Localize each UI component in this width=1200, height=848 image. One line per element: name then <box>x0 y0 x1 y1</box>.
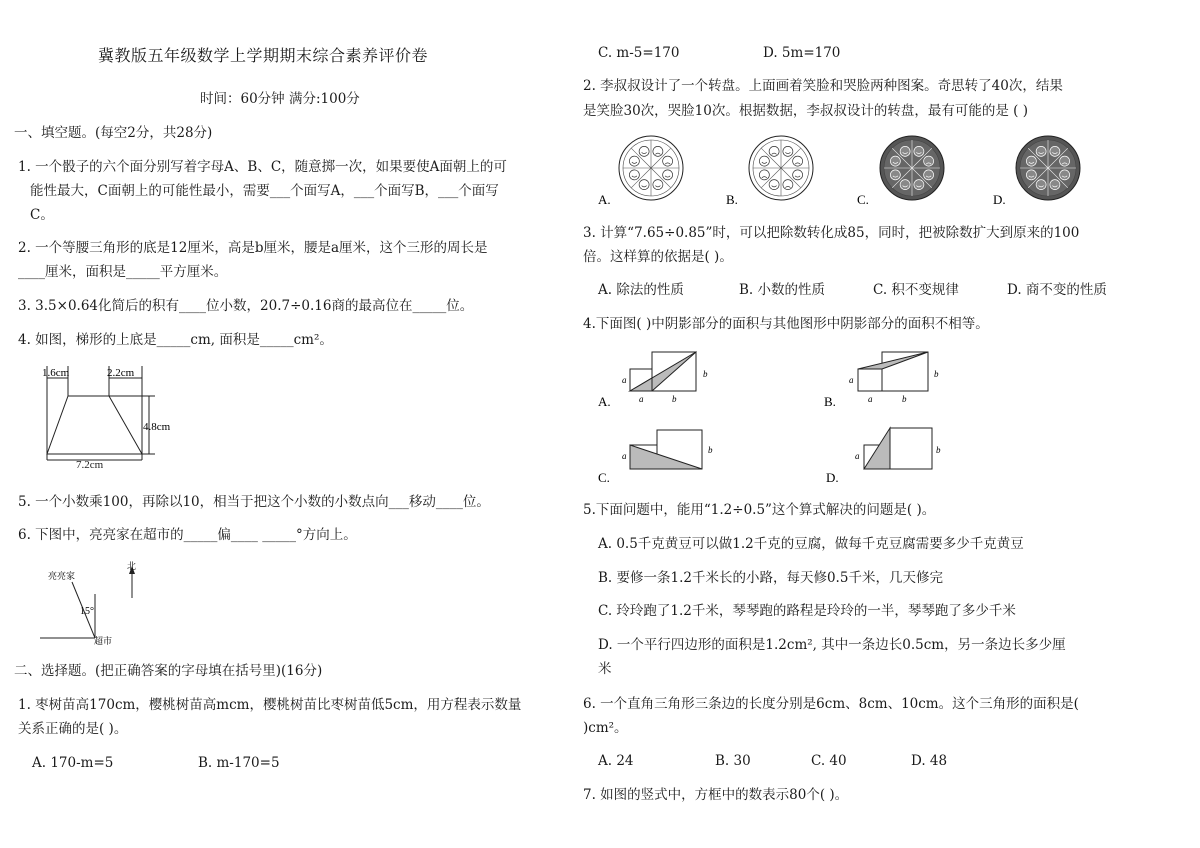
face-icon <box>1050 146 1060 156</box>
s1-q3: 3. 3.5×0.64化简后的积有____位小数，20.7÷0.16商的最高位在_____位。 <box>18 298 474 314</box>
face-icon <box>639 180 649 190</box>
s1-q2-line2: ____厘米，面积是_____平方厘米。 <box>18 264 228 280</box>
trap-height-label: 4.8cm <box>143 421 171 433</box>
spinner-label-c: C. <box>857 192 869 207</box>
s1-q2-line1: 2. 一个等腰三角形的底是12厘米，高是b厘米，腰是a厘米，这个三形的周长是 <box>18 240 488 256</box>
s2-q3-opt-a: A. 除法的性质 <box>598 282 684 298</box>
trapezoid-figure <box>30 360 190 475</box>
s2-q1-opt-b: B. m-170=5 <box>198 755 280 771</box>
face-icon <box>653 146 663 156</box>
fig-b-side-a: a <box>849 375 854 385</box>
face-icon <box>629 170 639 180</box>
s2-q1-line2: 关系正确的是( )。 <box>18 721 128 737</box>
s2-q3-opt-d: D. 商不变的性质 <box>1007 282 1107 298</box>
fig-b-label: B. <box>824 394 836 409</box>
face-icon <box>759 156 769 166</box>
face-icon <box>663 156 673 166</box>
face-icon <box>769 180 779 190</box>
face-icon <box>629 156 639 166</box>
spinner-label-b: B. <box>726 192 738 207</box>
angle-label: 15° <box>80 606 94 617</box>
s2-q6-line1: 6. 一个直角三角形三条边的长度分别是6cm、8cm、10cm。这个三角形的面积是( <box>583 696 1079 712</box>
trap-bottom-label: 7.2cm <box>76 459 104 471</box>
shaded-area-figures <box>596 346 976 491</box>
face-icon <box>783 180 793 190</box>
face-icon <box>769 146 779 156</box>
s2-q6-opt-c: C. 40 <box>811 753 847 769</box>
s2-q3-line1: 3. 计算“7.65÷0.85”时，可以把除数转化成85，同时，把被除数扩大到原来的100 <box>583 225 1080 241</box>
section2-heading: 二、选择题。(把正确答案的字母填在括号里)(16分) <box>14 663 323 679</box>
s2-q5: 5.下面问题中，能用“1.2÷0.5”这个算式解决的问题是( )。 <box>583 502 936 518</box>
fig-d-side-a: a <box>855 451 860 461</box>
s2-q5-opt-d: D. 一个平行四边形的面积是1.2cm², 其中一条边长0.5cm，另一条边长多少厘 <box>598 637 1066 653</box>
page-title: 冀教版五年级数学上学期期末综合素养评价卷 <box>98 46 429 65</box>
s2-q1-opt-d: D. 5m=170 <box>763 45 841 61</box>
exam-time-score: 时间：60分钟 满分:100分 <box>200 91 360 107</box>
fig-b-base-a: a <box>868 394 873 404</box>
face-icon <box>653 180 663 190</box>
trap-top-right-label: 2.2cm <box>107 367 135 379</box>
s1-q1-line1: 1. 一个骰子的六个面分别写着字母A、B、C，随意掷一次，如果要使A面朝上的可 <box>18 159 507 175</box>
fig-a-base-a: a <box>639 394 644 404</box>
face-icon <box>924 170 934 180</box>
fig-a-side-b: b <box>703 369 708 379</box>
face-icon <box>900 146 910 156</box>
spinner-label-d: D. <box>993 192 1006 207</box>
face-icon <box>783 146 793 156</box>
trap-top-left-label: 1.6cm <box>42 367 70 379</box>
face-icon <box>1026 156 1036 166</box>
s1-q1-line2: 能性最大，C面朝上的可能性最小，需要___个面写A，___个面写B，___个面写 <box>30 183 499 199</box>
face-icon <box>914 146 924 156</box>
face-icon <box>663 170 673 180</box>
s2-q6-opt-a: A. 24 <box>598 753 634 769</box>
s2-q5-opt-c: C. 玲玲跑了1.2千米，琴琴跑的路程是玲玲的一半，琴琴跑了多少千米 <box>598 603 1016 619</box>
face-icon <box>793 170 803 180</box>
face-icon <box>914 180 924 190</box>
s2-q1-opt-c: C. m-5=170 <box>598 45 680 61</box>
fig-a-base-b: b <box>672 394 677 404</box>
face-icon <box>1036 180 1046 190</box>
spinner-label-a: A. <box>598 192 611 207</box>
face-icon <box>759 170 769 180</box>
s2-q5-opt-a: A. 0.5千克黄豆可以做1.2千克的豆腐，做每千克豆腐需要多少千克黄豆 <box>598 536 1024 552</box>
face-icon <box>1036 146 1046 156</box>
fig-a-label: A. <box>598 394 611 409</box>
direction-figure <box>40 558 150 648</box>
s2-q3-opt-b: B. 小数的性质 <box>739 282 826 298</box>
s2-q3-opt-c: C. 积不变规律 <box>873 282 959 298</box>
s2-q5-opt-d-cont: 米 <box>598 661 612 677</box>
north-label: 北 <box>127 561 137 571</box>
face-icon <box>900 180 910 190</box>
face-icon <box>890 170 900 180</box>
s2-q6-opt-b: B. 30 <box>715 753 751 769</box>
fig-c-side-a: a <box>622 451 627 461</box>
s2-q6-opt-d: D. 48 <box>911 753 948 769</box>
face-icon <box>924 156 934 166</box>
s2-q5-opt-b: B. 要修一条1.2千米长的小路，每天修0.5千米，几天修完 <box>598 570 943 586</box>
s2-q4: 4.下面图( )中阴影部分的面积与其他图形中阴影部分的面积不相等。 <box>583 316 989 332</box>
s2-q2-line1: 2. 李叔叔设计了一个转盘。上面画着笑脸和哭脸两种图案。奇思转了40次，结果 <box>583 78 1063 94</box>
s2-q1-opt-a: A. 170-m=5 <box>32 755 114 771</box>
fig-b-base-b: b <box>902 394 907 404</box>
face-icon <box>793 156 803 166</box>
fig-b-side-b: b <box>934 369 939 379</box>
s2-q3-line2: 倍。这样算的依据是( )。 <box>583 249 733 265</box>
s1-q6: 6. 下图中，亮亮家在超市的_____偏____ _____°方向上。 <box>18 527 357 543</box>
fig-d-label: D. <box>826 470 839 485</box>
fig-a-side-a: a <box>622 375 627 385</box>
fig-d-side-b: b <box>936 445 941 455</box>
face-icon <box>1050 180 1060 190</box>
fig-c-side-b: b <box>708 445 713 455</box>
spinner-figures <box>596 130 1116 210</box>
face-icon <box>890 156 900 166</box>
face-icon <box>1026 170 1036 180</box>
market-label: 超市 <box>94 636 113 646</box>
s2-q7: 7. 如图的竖式中，方框中的数表示80个( )。 <box>583 787 849 803</box>
face-icon <box>1060 156 1070 166</box>
s2-q2-line2: 是笑脸30次，哭脸10次。根据数据，李叔叔设计的转盘，最有可能的是 ( ) <box>583 103 1028 119</box>
fig-c-label: C. <box>598 470 610 485</box>
home-label: 亮亮家 <box>48 571 76 581</box>
s2-q1-line1: 1. 枣树苗高170cm，樱桃树苗高mcm，樱桃树苗比枣树苗低5cm，用方程表示数量 <box>18 697 522 713</box>
face-icon <box>639 146 649 156</box>
s1-q5: 5. 一个小数乘100，再除以10，相当于把这个小数的小数点向___移动____位。 <box>18 494 490 510</box>
s2-q6-line2: )cm²。 <box>583 720 628 736</box>
section1-heading: 一、填空题。(每空2分，共28分) <box>14 125 213 141</box>
s1-q4: 4. 如图，梯形的上底是_____cm, 面积是_____cm²。 <box>18 332 333 348</box>
face-icon <box>1060 170 1070 180</box>
s1-q1-line3: C。 <box>30 207 54 223</box>
